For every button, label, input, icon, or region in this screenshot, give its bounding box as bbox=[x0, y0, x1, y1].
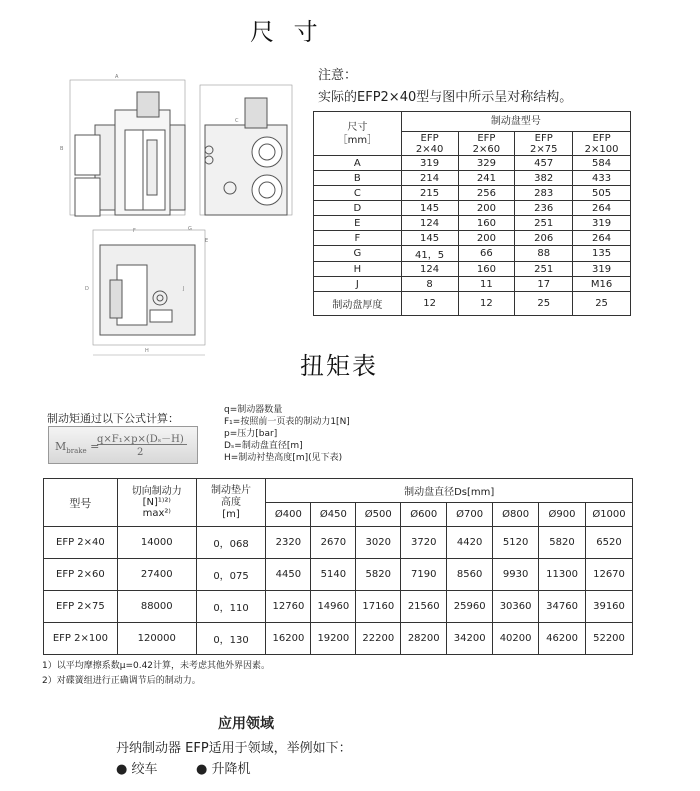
formula-fraction-line bbox=[97, 444, 187, 445]
model-cell: EFP 2×40 bbox=[44, 527, 118, 559]
torque-cell: 6520 bbox=[586, 527, 633, 559]
table-cell: M16 bbox=[573, 277, 631, 292]
torque-cell: 12670 bbox=[586, 559, 633, 591]
note-label: 注意： bbox=[318, 68, 358, 83]
force-cell: 88000 bbox=[117, 591, 196, 623]
label-A: A bbox=[115, 74, 119, 80]
table-cell: 319 bbox=[573, 262, 631, 277]
diameter-column-header: Ø800 bbox=[493, 503, 539, 527]
application-item: ● 升降机 bbox=[196, 762, 251, 777]
torque-cell: 19200 bbox=[311, 623, 356, 655]
table-cell: 264 bbox=[573, 231, 631, 246]
torque-cell: 5820 bbox=[356, 559, 401, 591]
table-cell: 283 bbox=[515, 186, 573, 201]
row-label: C bbox=[314, 186, 402, 201]
table-cell: 264 bbox=[573, 201, 631, 216]
torque-cell: 2670 bbox=[311, 527, 356, 559]
diameter-column-header: Ø600 bbox=[401, 503, 447, 527]
model-cell: EFP 2×60 bbox=[44, 559, 118, 591]
label-F: F bbox=[133, 228, 136, 234]
col-model: 型号 bbox=[44, 479, 118, 527]
dimensions-title: 尺 寸 bbox=[250, 18, 324, 46]
torque-cell: 34200 bbox=[447, 623, 493, 655]
label-C: C bbox=[235, 118, 239, 124]
brake-technical-drawing bbox=[55, 70, 295, 360]
torque-cell: 9930 bbox=[493, 559, 539, 591]
table-cell: 251 bbox=[515, 262, 573, 277]
table-row bbox=[44, 591, 633, 623]
formula-numerator: q×F₁×p×(Dₛ－H) bbox=[97, 434, 184, 445]
diameter-column-header: Ø450 bbox=[311, 503, 356, 527]
formula-legend bbox=[224, 404, 350, 464]
torque-cell: 16200 bbox=[266, 623, 311, 655]
table-cell: 124 bbox=[401, 262, 458, 277]
table-cell: 206 bbox=[515, 231, 573, 246]
footnote-2: 2）对碟簧组进行正确调节后的制动力。 bbox=[42, 676, 201, 686]
torque-cell: 3020 bbox=[356, 527, 401, 559]
formula-lhs: M bbox=[55, 440, 67, 453]
torque-cell: 40200 bbox=[493, 623, 539, 655]
model-column-header: EFP 2×100 bbox=[573, 132, 631, 156]
table-cell: 236 bbox=[515, 201, 573, 216]
diameter-column-header: Ø700 bbox=[447, 503, 493, 527]
torque-cell: 8560 bbox=[447, 559, 493, 591]
label-G: G bbox=[188, 226, 192, 232]
table-cell: 251 bbox=[515, 216, 573, 231]
row-label: A bbox=[314, 156, 402, 171]
pad-height-cell: 0，075 bbox=[196, 559, 266, 591]
torque-cell: 4450 bbox=[266, 559, 311, 591]
table-cell: 12 bbox=[458, 292, 515, 316]
dimensions-table bbox=[313, 111, 631, 316]
model-column-header: EFP 2×40 bbox=[401, 132, 458, 156]
diameter-column-header: Ø900 bbox=[539, 503, 586, 527]
application-item-label: 绞车 bbox=[131, 762, 158, 777]
table-cell: 11 bbox=[458, 277, 515, 292]
table-row bbox=[314, 231, 631, 246]
table-row bbox=[314, 246, 631, 262]
torque-cell: 2320 bbox=[266, 527, 311, 559]
table-row bbox=[314, 201, 631, 216]
torque-cell: 25960 bbox=[447, 591, 493, 623]
torque-cell: 17160 bbox=[356, 591, 401, 623]
torque-cell: 5140 bbox=[311, 559, 356, 591]
torque-cell: 30360 bbox=[493, 591, 539, 623]
table-cell: 200 bbox=[458, 201, 515, 216]
table-row bbox=[44, 559, 633, 591]
label-E: E bbox=[205, 238, 209, 244]
table-row bbox=[314, 186, 631, 201]
table-cell: 25 bbox=[573, 292, 631, 316]
torque-cell: 4420 bbox=[447, 527, 493, 559]
table-cell: 241 bbox=[458, 171, 515, 186]
model-cell: EFP 2×75 bbox=[44, 591, 118, 623]
table-cell: 329 bbox=[458, 156, 515, 171]
table-cell: 319 bbox=[573, 216, 631, 231]
application-item-label: 升降机 bbox=[211, 762, 251, 777]
table-cell: 12 bbox=[401, 292, 458, 316]
pad-height-cell: 0，130 bbox=[196, 623, 266, 655]
row-label: H bbox=[314, 262, 402, 277]
table-cell: 145 bbox=[401, 201, 458, 216]
table-row bbox=[314, 156, 631, 171]
model-column-header: EFP 2×75 bbox=[515, 132, 573, 156]
torque-cell: 5120 bbox=[493, 527, 539, 559]
table-row bbox=[314, 216, 631, 231]
note-text: 实际的EFP2×40型与图中所示呈对称结构。 bbox=[318, 90, 573, 105]
torque-table bbox=[43, 478, 633, 655]
torque-cell: 3720 bbox=[401, 527, 447, 559]
table-cell: 382 bbox=[515, 171, 573, 186]
force-cell: 27400 bbox=[117, 559, 196, 591]
diameter-column-header: Ø400 bbox=[266, 503, 311, 527]
table-cell: 505 bbox=[573, 186, 631, 201]
torque-cell: 5820 bbox=[539, 527, 586, 559]
table-cell: 200 bbox=[458, 231, 515, 246]
formula-lhs-sub: brake bbox=[66, 447, 87, 456]
diameter-column-header: Ø1000 bbox=[586, 503, 633, 527]
table-row bbox=[44, 623, 633, 655]
torque-cell: 14960 bbox=[311, 591, 356, 623]
legend-item: F₁=按照前一页表的制动力1[N] bbox=[224, 417, 350, 427]
force-cell: 120000 bbox=[117, 623, 196, 655]
table-cell: 88 bbox=[515, 246, 573, 262]
torque-cell: 11300 bbox=[539, 559, 586, 591]
model-header: 制动盘型号 bbox=[401, 112, 630, 132]
applications-title: 应用领域 bbox=[218, 716, 274, 732]
table-cell: 41，5 bbox=[401, 246, 458, 262]
table-cell: 17 bbox=[515, 277, 573, 292]
torque-title: 扭矩表 bbox=[300, 352, 378, 380]
table-cell: 160 bbox=[458, 216, 515, 231]
label-H: H bbox=[145, 348, 149, 354]
legend-item: p=压力[bar] bbox=[224, 429, 278, 439]
diameter-column-header: Ø500 bbox=[356, 503, 401, 527]
torque-cell: 12760 bbox=[266, 591, 311, 623]
label-B: B bbox=[60, 146, 64, 152]
torque-cell: 28200 bbox=[401, 623, 447, 655]
table-cell: 8 bbox=[401, 277, 458, 292]
size-header: 尺寸 ［mm］ bbox=[314, 112, 402, 156]
formula-intro: 制动矩通过以下公式计算： bbox=[47, 412, 179, 425]
row-label: B bbox=[314, 171, 402, 186]
row-label: G bbox=[314, 246, 402, 262]
table-cell: 457 bbox=[515, 156, 573, 171]
row-label: J bbox=[314, 277, 402, 292]
torque-cell: 22200 bbox=[356, 623, 401, 655]
col-force: 切向制动力 [N]¹⁾²⁾ max²⁾ bbox=[117, 479, 196, 527]
table-row bbox=[314, 262, 631, 277]
table-row bbox=[314, 171, 631, 186]
pad-height-cell: 0，110 bbox=[196, 591, 266, 623]
table-cell: 433 bbox=[573, 171, 631, 186]
torque-cell: 21560 bbox=[401, 591, 447, 623]
table-row bbox=[44, 527, 633, 559]
applications-intro: 丹纳制动器 EFP适用于领域，举例如下： bbox=[116, 741, 352, 756]
table-cell: 584 bbox=[573, 156, 631, 171]
pad-height-cell: 0，068 bbox=[196, 527, 266, 559]
row-label: D bbox=[314, 201, 402, 216]
footnote-1: 1）以平均摩擦系数μ=0.42计算，未考虑其他外界因素。 bbox=[42, 661, 271, 671]
torque-cell: 39160 bbox=[586, 591, 633, 623]
table-cell: 214 bbox=[401, 171, 458, 186]
table-cell: 25 bbox=[515, 292, 573, 316]
row-label: 制动盘厚度 bbox=[314, 292, 402, 316]
formula-box: $M_{brake}$ = q×F₁×p×(Dₛ－H) 2 bbox=[48, 426, 198, 464]
table-cell: 145 bbox=[401, 231, 458, 246]
formula-denominator: 2 bbox=[137, 447, 144, 458]
col-pad-height: 制动垫片 高度 [m] bbox=[196, 479, 266, 527]
table-row bbox=[314, 292, 631, 316]
table-cell: 319 bbox=[401, 156, 458, 171]
legend-item: H=制动衬垫高度[m](见下表) bbox=[224, 453, 343, 463]
col-disc-diameter: 制动盘直径Ds[mm] bbox=[266, 479, 633, 503]
torque-cell: 7190 bbox=[401, 559, 447, 591]
label-J: J bbox=[183, 286, 185, 292]
row-label: E bbox=[314, 216, 402, 231]
torque-cell: 46200 bbox=[539, 623, 586, 655]
table-cell: 135 bbox=[573, 246, 631, 262]
table-cell: 256 bbox=[458, 186, 515, 201]
table-row bbox=[314, 277, 631, 292]
table-cell: 124 bbox=[401, 216, 458, 231]
legend-item: q=制动器数量 bbox=[224, 405, 283, 415]
model-cell: EFP 2×100 bbox=[44, 623, 118, 655]
force-cell: 14000 bbox=[117, 527, 196, 559]
application-item: ● 绞车 bbox=[116, 762, 158, 777]
table-cell: 160 bbox=[458, 262, 515, 277]
table-cell: 66 bbox=[458, 246, 515, 262]
model-column-header: EFP 2×60 bbox=[458, 132, 515, 156]
legend-item: Dₛ=制动盘直径[m] bbox=[224, 441, 303, 451]
torque-cell: 34760 bbox=[539, 591, 586, 623]
table-cell: 215 bbox=[401, 186, 458, 201]
row-label: F bbox=[314, 231, 402, 246]
label-D: D bbox=[85, 286, 89, 292]
torque-cell: 52200 bbox=[586, 623, 633, 655]
